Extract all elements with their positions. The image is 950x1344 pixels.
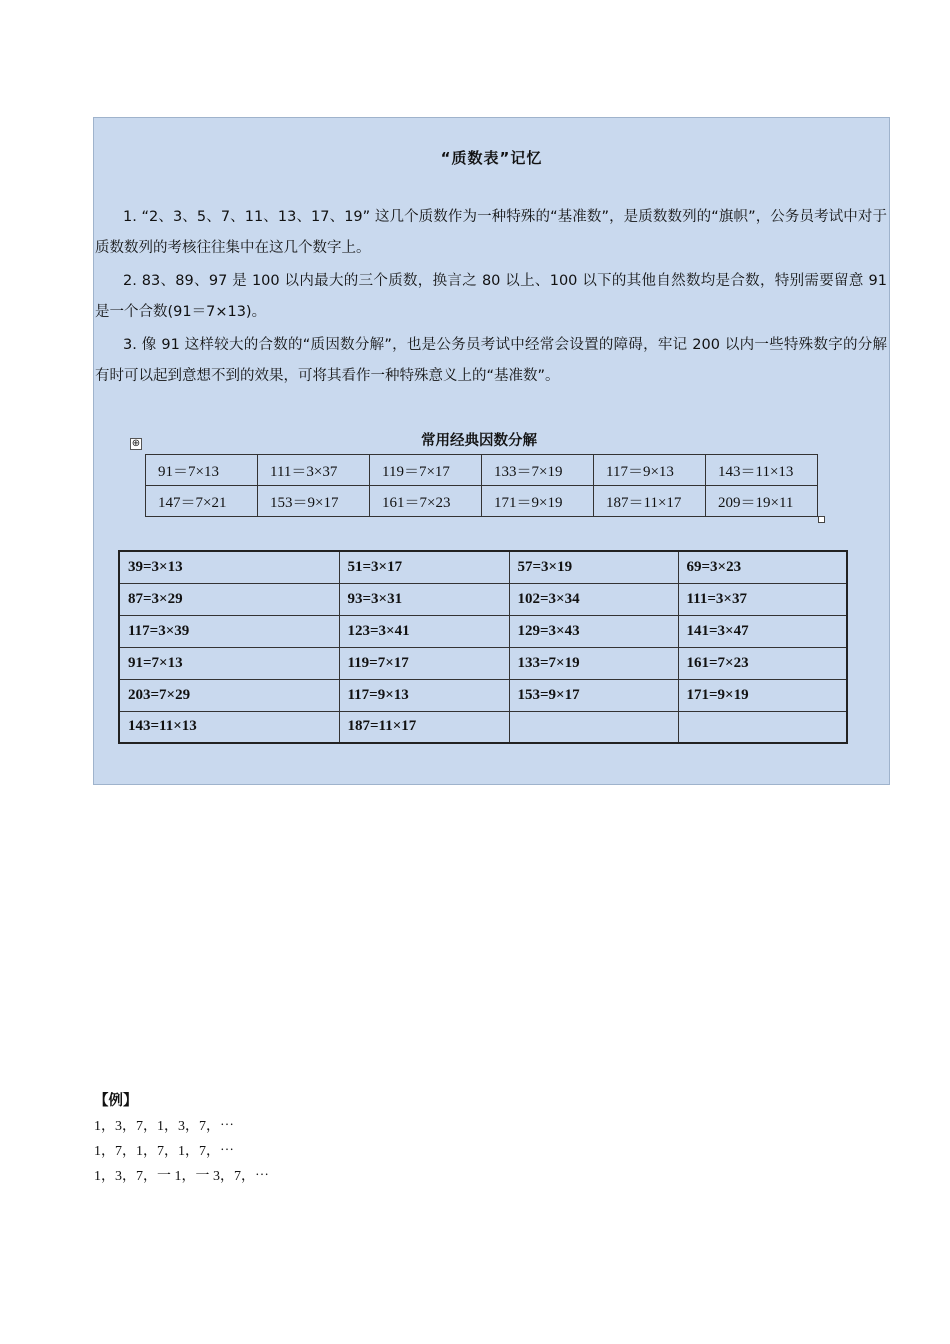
table-cell: 111=3×37 [678,583,847,615]
example-section [94,1089,269,1189]
table-cell: 133＝7×19 [482,455,594,486]
table-cell: 117＝9×13 [594,455,706,486]
table-cell: 187＝11×17 [594,486,706,517]
table-cell: 91＝7×13 [146,455,258,486]
table-row [119,711,847,743]
memory-panel [93,117,890,785]
table-row [119,583,847,615]
table-cell: 133=7×19 [509,647,678,679]
paragraph-1: 1. “2、3、5、7、11、13、17、19” 这几个质数作为一种特殊的“基准数”，是质数数列的“旗帜”，公务员考试中对于质数数列的考核往往集中在这几个数字上。 [95,209,887,256]
table-cell: 147＝7×21 [146,486,258,517]
table-cell: 143=11×13 [119,711,339,743]
table-cell [509,711,678,743]
table-cell: 117=9×13 [339,679,509,711]
table-cell: 161=7×23 [678,647,847,679]
table-cell: 209＝19×11 [706,486,818,517]
table-cell: 171＝9×19 [482,486,594,517]
factorization-table [118,550,848,744]
table-cell: 171=9×19 [678,679,847,711]
table-cell: 123=3×41 [339,615,509,647]
table-cell: 143＝11×13 [706,455,818,486]
classic-factor-table [145,454,818,517]
table-cell: 111＝3×37 [258,455,370,486]
paragraph-2: 2. 83、89、97 是 100 以内最大的三个质数，换言之 80 以上、100 以下的其他自然数均是合数，特别需要留意 91 是一个合数(91＝7×13)。 [95,273,887,320]
table-cell: 87=3×29 [119,583,339,615]
table-resize-handle[interactable] [818,516,825,523]
table-row [146,455,818,486]
table-cell: 93=3×31 [339,583,509,615]
table-cell: 161＝7×23 [370,486,482,517]
paragraph-3: 3. 像 91 这样较大的合数的“质因数分解”，也是公务员考试中经常会设置的障碍，牢记 200 以内一些特殊数字的分解有时可以起到意想不到的效果，可将其看作一种特殊意义上的“基准数”。 [95,337,887,384]
table-move-handle-icon[interactable]: ⊕ [131,438,141,449]
example-line: 1，3，7，1，3，7，⋯ [94,1119,234,1134]
table-row [119,679,847,711]
example-line: 1，7，1，7，1，7，⋯ [94,1144,234,1159]
table-cell: 187=11×17 [339,711,509,743]
table-row [119,551,847,583]
table-cell [678,711,847,743]
panel-title: “质数表”记忆 [440,149,543,167]
table-row [119,615,847,647]
table-row [146,486,818,517]
table-cell: 51=3×17 [339,551,509,583]
table-cell: 69=3×23 [678,551,847,583]
table-cell: 102=3×34 [509,583,678,615]
table-cell: 141=3×47 [678,615,847,647]
table-cell: 57=3×19 [509,551,678,583]
table-row [119,647,847,679]
table-cell: 119＝7×17 [370,455,482,486]
table-cell: 129=3×43 [509,615,678,647]
table-cell: 117=3×39 [119,615,339,647]
example-heading: 【例】 [94,1093,138,1109]
table-cell: 203=7×29 [119,679,339,711]
table-cell: 39=3×13 [119,551,339,583]
table-cell: 153=9×17 [509,679,678,711]
table-cell: 91=7×13 [119,647,339,679]
table-cell: 119=7×17 [339,647,509,679]
example-line: 1，3，7，一 1，一 3，7，⋯ [94,1169,269,1184]
classic-table-title: 常用经典因数分解 [421,433,537,449]
table-cell: 153＝9×17 [258,486,370,517]
